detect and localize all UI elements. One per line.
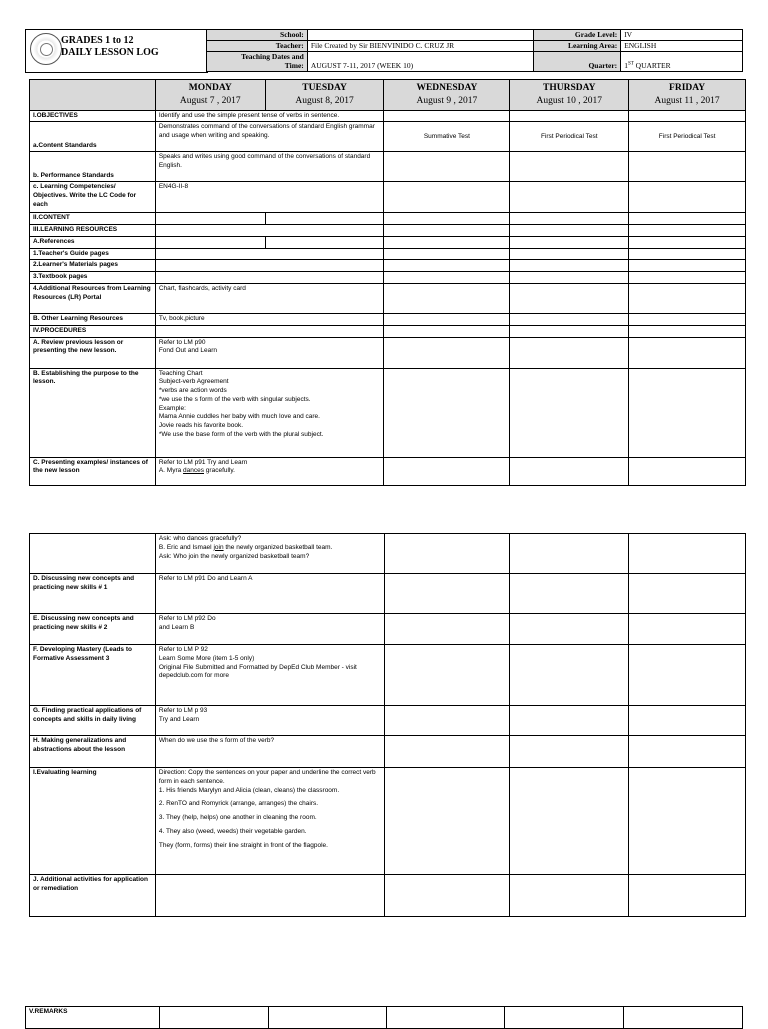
presenting-label: C. Presenting examples/ instances of the new lesson <box>30 457 156 485</box>
content-standards-friday: First Periodical Test <box>629 122 746 152</box>
quarter-num: 1 <box>624 61 628 71</box>
area-value: ENGLISH <box>621 41 743 52</box>
cell <box>510 875 629 917</box>
cell <box>384 272 510 284</box>
review-line: Refer to LM p90 <box>158 338 206 346</box>
lr-portal-label: 4.Additional Resources from Learning Resources (LR) Portal <box>30 283 156 313</box>
references-label: A.References <box>30 236 156 248</box>
content-standards-wednesday: Summative Test <box>384 122 510 152</box>
cell <box>629 368 746 457</box>
generalization-label: H. Making generalizations and abstractions about the lesson <box>30 736 156 768</box>
purpose-line: Mama Annie cuddles her baby with much love and care. <box>158 413 320 421</box>
generalization-monday: When do we use the s form of the verb? <box>155 736 384 768</box>
cell <box>384 768 510 875</box>
content-label: II.CONTENT <box>30 213 156 225</box>
cell <box>384 645 510 706</box>
purpose-line: *we use the s form of the verb with singular subjects. <box>158 395 311 403</box>
cell <box>386 1007 505 1029</box>
dates-label-line2: Time: <box>284 61 304 71</box>
cell <box>629 736 746 768</box>
evaluating-item: 2. RenTO and Romyrick (arrange, arranges) the chairs. <box>158 800 319 808</box>
cell <box>155 248 384 260</box>
other-resources-monday: Tv, book,picture <box>155 313 384 325</box>
brand-subtitle: DAILY LESSON LOG <box>61 47 159 58</box>
cell <box>624 1007 743 1029</box>
cell <box>384 614 510 645</box>
cell <box>510 768 629 875</box>
mastery-line: Original File Submitted and Formatted by DepEd Club Member - visit depedclub.com for more <box>158 663 357 680</box>
quarter-value <box>621 52 743 72</box>
day-header-tuesday <box>265 80 384 111</box>
cell <box>629 225 746 237</box>
day-name: TUESDAY <box>302 83 347 93</box>
additional-label: J. Additional activities for application or remediation <box>30 875 156 917</box>
school-label: School: <box>207 30 308 41</box>
presenting-continued <box>155 534 384 574</box>
day-date: August 8, 2017 <box>295 95 354 106</box>
teacher-label: Teacher: <box>207 41 308 52</box>
lesson-log-table-continued <box>29 533 746 917</box>
performance-standards-label: b. Performance Standards <box>30 152 156 182</box>
tg-label: 1.Teacher's Guide pages <box>30 248 156 260</box>
day-date: August 11 , 2017 <box>654 95 720 106</box>
cell <box>629 574 746 614</box>
mastery-label: F. Developing Mastery (Leads to Formative Assessment 3 <box>30 645 156 706</box>
continued-underlined-verb: join <box>213 543 224 551</box>
cell <box>510 337 629 368</box>
mastery-monday <box>155 645 384 706</box>
discuss1-monday: Refer to LM p91 Do and Learn A <box>155 574 384 614</box>
dates-value: AUGUST 7-11, 2017 (WEEK 10) <box>307 52 534 72</box>
day-name: THURSDAY <box>543 83 596 93</box>
cell <box>510 260 629 272</box>
content-standards-monday: Demonstrates command of the conversations of standard English grammar and usage when writing and speaking. <box>155 122 384 152</box>
evaluating-item: 1. His friends Marylyn and Alicia (clean, cleans) the classroom. <box>158 786 340 794</box>
cell <box>155 213 265 225</box>
cell <box>155 236 265 248</box>
school-value <box>307 30 534 41</box>
day-header-monday <box>155 80 265 111</box>
cell <box>510 368 629 457</box>
cell <box>510 225 629 237</box>
cell <box>384 313 510 325</box>
cell <box>159 1007 268 1029</box>
cell <box>384 213 510 225</box>
cell <box>629 645 746 706</box>
purpose-monday <box>155 368 384 457</box>
cell <box>629 875 746 917</box>
presenting-text: gracefully. <box>204 467 235 475</box>
cell <box>384 236 510 248</box>
cell <box>629 283 746 313</box>
cell <box>629 272 746 284</box>
cell <box>510 736 629 768</box>
cell <box>629 768 746 875</box>
cell <box>384 706 510 736</box>
mastery-line: Learn Some More (item 1-5 only) <box>158 654 255 662</box>
presenting-text: A. Myra <box>158 467 184 475</box>
discuss1-label: D. Discussing new concepts and practicing new skills # 1 <box>30 574 156 614</box>
brand-box <box>25 29 208 73</box>
purpose-line: Jovie reads his favorite book. <box>158 422 244 430</box>
cell <box>384 225 510 237</box>
cell <box>510 574 629 614</box>
grade-label: Grade Level: <box>534 30 621 41</box>
day-header-thursday <box>510 80 629 111</box>
evaluating-monday <box>155 768 384 875</box>
purpose-label: B. Establishing the purpose to the lesson. <box>30 368 156 457</box>
remarks-label: V.REMARKS <box>26 1007 160 1029</box>
cell <box>384 283 510 313</box>
cell <box>384 152 510 182</box>
cell <box>629 213 746 225</box>
cell <box>384 182 510 213</box>
practical-line: Refer to LM p 93 <box>158 707 208 714</box>
cell <box>155 272 384 284</box>
remarks-table <box>25 1006 743 1029</box>
day-header-wednesday <box>384 80 510 111</box>
purpose-line: Subject-verb Agreement <box>158 378 229 386</box>
competencies-monday: EN4G-II-8 <box>155 182 384 213</box>
continued-text: the newly organized basketball team. <box>223 543 333 551</box>
cell <box>510 248 629 260</box>
presenting-line: Refer to LM p91 Try and Learn <box>158 458 248 466</box>
cell <box>629 313 746 325</box>
lr-portal-monday: Chart, flashcards, activity card <box>155 283 384 313</box>
procedures-label: IV.PROCEDURES <box>30 325 156 337</box>
practical-monday <box>155 706 384 736</box>
cell <box>510 283 629 313</box>
practical-label: G. Finding practical applications of concepts and skills in daily living <box>30 706 156 736</box>
dates-label-line1: Teaching Dates and <box>241 52 304 62</box>
evaluating-label: I.Evaluating learning <box>30 768 156 875</box>
cell <box>629 534 746 574</box>
cell <box>384 574 510 614</box>
lesson-log-table <box>29 79 746 486</box>
review-label: A. Review previous lesson or presenting the new lesson. <box>30 337 156 368</box>
cell <box>510 457 629 485</box>
cell <box>510 213 629 225</box>
cell <box>155 225 384 237</box>
day-date: August 10 , 2017 <box>536 95 602 106</box>
evaluating-item: 3. They (help, helps) one another in cleaning the room. <box>158 814 317 822</box>
review-line: Fond Out and Learn <box>158 347 218 355</box>
evaluating-item: They (form, forms) their line straight in front of the flagpole. <box>158 841 328 849</box>
cell <box>629 457 746 485</box>
cell <box>629 337 746 368</box>
day-name: WEDNESDAY <box>416 83 478 93</box>
continued-text: B. Eric and Ismael <box>158 543 214 551</box>
cell <box>30 534 156 574</box>
cell <box>384 368 510 457</box>
cell <box>155 260 384 272</box>
cell <box>384 736 510 768</box>
cell <box>268 1007 386 1029</box>
discuss2-monday <box>155 614 384 645</box>
cell <box>510 645 629 706</box>
evaluating-intro: Direction: Copy the sentences on your paper and underline the correct verb form in each sentence. <box>158 769 376 785</box>
cell <box>265 236 384 248</box>
cell <box>510 706 629 736</box>
cell <box>629 248 746 260</box>
presenting-underlined-verb: dances <box>183 467 204 475</box>
content-standards-thursday: First Periodical Test <box>510 122 629 152</box>
performance-standards-monday: Speaks and writes using good command of the conversations of standard English. <box>155 152 384 182</box>
area-label: Learning Area: <box>534 41 621 52</box>
day-name: MONDAY <box>188 83 232 93</box>
purpose-line: *We use the base form of the verb with the plural subject. <box>158 430 324 438</box>
cell <box>155 875 384 917</box>
cell <box>384 337 510 368</box>
deped-seal-icon <box>30 33 62 65</box>
cell <box>384 457 510 485</box>
purpose-line: Example: <box>158 404 186 412</box>
day-date: August 7 , 2017 <box>179 95 241 106</box>
cell <box>629 614 746 645</box>
quarter-label: Quarter: <box>534 52 621 72</box>
cell <box>510 614 629 645</box>
cell <box>629 236 746 248</box>
corner-cell <box>30 80 156 111</box>
day-name: FRIDAY <box>669 83 706 93</box>
cell <box>629 706 746 736</box>
day-header-friday <box>629 80 746 111</box>
teacher-value: File Created by Sir BIENVINIDO C. CRUZ JR <box>307 41 534 52</box>
lm-label: 2.Learner's Materials pages <box>30 260 156 272</box>
continued-line: Ask: who dances gracefully? <box>158 535 242 542</box>
discuss2-line: Refer to LM p92 Do <box>158 615 216 622</box>
brand-title: GRADES 1 to 12 <box>61 35 134 46</box>
cell <box>629 325 746 337</box>
cell <box>384 260 510 272</box>
review-monday <box>155 337 384 368</box>
evaluating-item: 4. They also (weed, weeds) their vegetable garden. <box>158 827 307 835</box>
cell <box>384 110 510 122</box>
cell <box>510 325 629 337</box>
other-resources-label: B. Other Learning Resources <box>30 313 156 325</box>
cell <box>510 182 629 213</box>
resources-label: III.LEARNING RESOURCES <box>30 225 156 237</box>
cell <box>510 313 629 325</box>
quarter-rest: QUARTER <box>633 61 671 71</box>
cell <box>384 534 510 574</box>
cell <box>505 1007 624 1029</box>
practical-line: Try and Learn <box>158 715 200 723</box>
cell <box>629 260 746 272</box>
objectives-monday: Identify and use the simple present tense of verbs in sentence. <box>155 110 384 122</box>
continued-line: Ask: Who join the newly organized basketball team? <box>158 552 310 560</box>
cell <box>629 110 746 122</box>
cell <box>384 248 510 260</box>
day-date: August 9 , 2017 <box>416 95 478 106</box>
discuss2-line: and Learn B <box>158 623 195 631</box>
cell <box>155 325 384 337</box>
competencies-label: c. Learning Competencies/ Objectives. Write the LC Code for each <box>30 182 156 213</box>
cell <box>629 182 746 213</box>
mastery-line: Refer to LM P 92 <box>158 646 208 653</box>
textbook-label: 3.Textbook pages <box>30 272 156 284</box>
cell <box>384 325 510 337</box>
cell <box>384 875 510 917</box>
cell <box>510 236 629 248</box>
cell <box>510 110 629 122</box>
content-standards-label: a.Content Standards <box>30 122 156 152</box>
quarter-sup: ST <box>627 61 634 67</box>
header-info-table <box>206 29 743 72</box>
cell <box>265 213 384 225</box>
cell <box>510 272 629 284</box>
cell <box>510 534 629 574</box>
cell <box>510 152 629 182</box>
discuss2-label: E. Discussing new concepts and practicing new skills # 2 <box>30 614 156 645</box>
cell <box>629 152 746 182</box>
purpose-line: *verbs are action words <box>158 387 227 395</box>
purpose-line: Teaching Chart <box>158 369 203 377</box>
grade-value: IV <box>621 30 743 41</box>
objectives-label: I.OBJECTIVES <box>30 110 156 122</box>
presenting-monday <box>155 457 384 485</box>
dates-label <box>207 52 308 72</box>
